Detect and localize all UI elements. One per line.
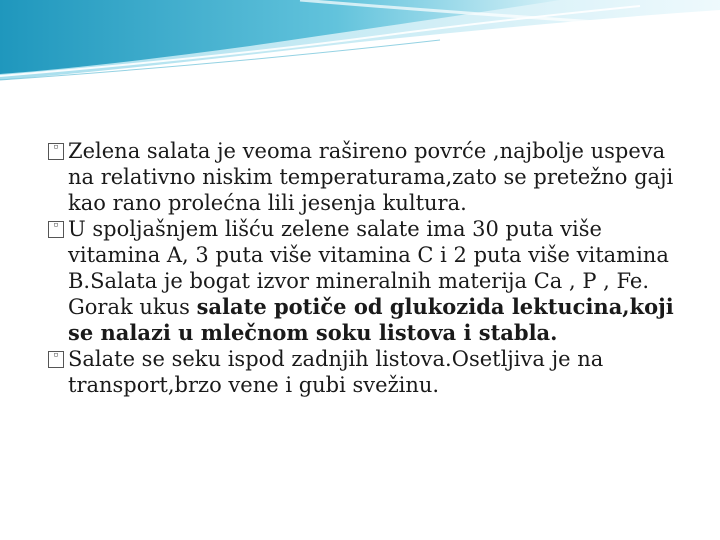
bullet-text-bold: salate potiče od glukozida lektucina,koji se nalazi u mlečnom soku listova i stabla.: [68, 294, 674, 345]
bullet-text: U spoljašnjem lišću zelene salate ima 30 puta više vitamina A, 3 puta više vitamina C i 2 puta više vitamina B.Salata je bogat izvor mineralnih materija Ca , P , Fe. Gorak ukus: [68, 217, 669, 319]
missing-glyph-bullet-icon: ▫: [48, 143, 64, 160]
wave-layer-front: [0, 0, 560, 74]
missing-glyph-bullet-icon: ▫: [48, 351, 64, 368]
header-wave-decoration: [0, 0, 720, 90]
slide-body: [48, 138, 688, 398]
missing-glyph-bullet-icon: ▫: [48, 221, 64, 238]
bullet-item: [48, 138, 688, 216]
bullet-text: Salate se seku ispod zadnjih listova.Osetljiva je na transport,brzo vene i gubi svežinu.: [68, 347, 604, 397]
bullet-item: [48, 216, 688, 346]
bullet-text: Zelena salata je veoma rašireno povrće ,najbolje uspeva na relativno niskim temperaturama,zato se pretežno gaji kao rano prolećna lili jesenja kultura.: [68, 139, 674, 215]
bullet-item: [48, 346, 688, 398]
